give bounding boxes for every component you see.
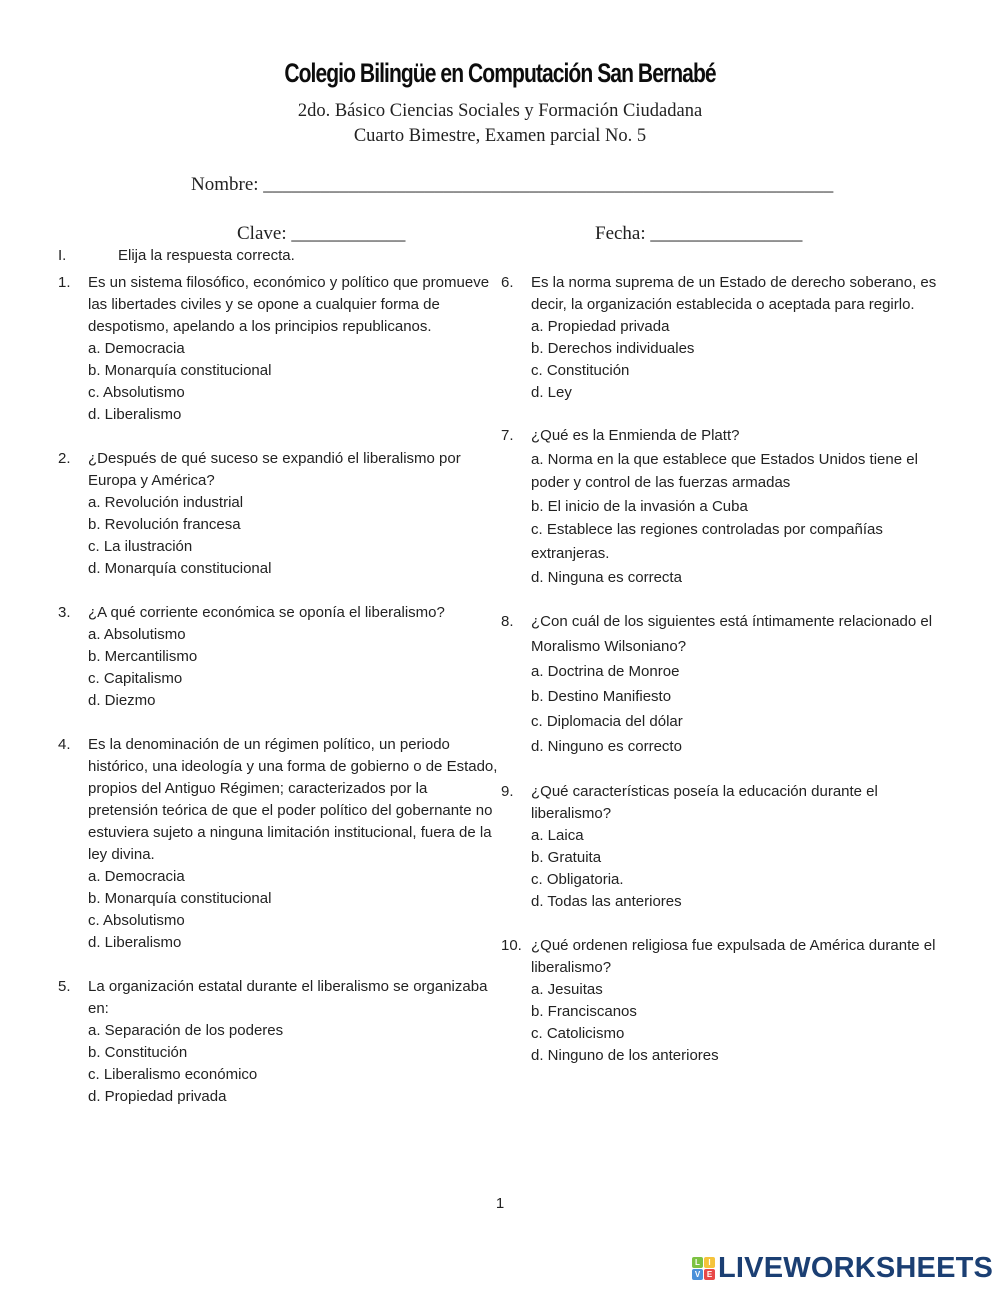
option-d[interactable]: d. Ninguna es correcta	[531, 568, 682, 586]
question-number: 3.	[58, 604, 71, 621]
logo-letter-v: V	[692, 1269, 703, 1280]
option-a[interactable]: a. Norma en la que establece que Estados Unidos tiene el poder y control de las fuerzas armadas	[531, 450, 918, 492]
option-d[interactable]: d. Liberalismo	[88, 934, 182, 951]
question-number: 9.	[501, 783, 514, 801]
nombre-blank[interactable]: ____________________________________________________________	[263, 174, 834, 195]
option-b[interactable]: b. Constitución	[88, 1044, 188, 1061]
question-3	[58, 602, 498, 712]
option-c[interactable]: c. Establece las regiones controladas por compañías extranjeras.	[531, 521, 883, 562]
question-6	[501, 272, 951, 404]
option-b[interactable]: b. Destino Manifiesto	[531, 688, 672, 706]
live-logo-icon	[692, 1257, 715, 1280]
right-column	[501, 272, 951, 1089]
option-c[interactable]: c. Capitalismo	[88, 670, 183, 687]
option-a[interactable]: a. Jesuitas	[531, 981, 603, 999]
question-7	[501, 424, 951, 589]
option-a[interactable]: a. Laica	[531, 827, 584, 845]
nombre-field[interactable]	[191, 174, 833, 196]
option-c[interactable]: c. Constitución	[531, 362, 630, 379]
question-number: 5.	[58, 978, 71, 995]
option-b[interactable]: b. Gratuita	[531, 849, 602, 867]
option-d[interactable]: d. Ninguno de los anteriores	[531, 1047, 719, 1065]
option-b[interactable]: b. Derechos individuales	[531, 340, 695, 357]
option-a[interactable]: a. Doctrina de Monroe	[531, 663, 680, 681]
section-heading	[58, 247, 295, 264]
question-text: Es la denominación de un régimen político, un periodo histórico, una ideología y una forma de gobierno o de Estado, propios del Antiguo Régimen; caracterizados por la pretensión teórica de que el poder político del gobernante no estuviera sujeto a ninguna limitación institucional, fuera de la ley divina.	[88, 736, 498, 863]
question-text: Es la norma suprema de un Estado de derecho soberano, es decir, la organización establecida o aceptada para regirlo.	[531, 274, 937, 313]
exam-subtitle: Cuarto Bimestre, Examen parcial No. 5	[353, 126, 647, 146]
clave-blank[interactable]: ____________	[291, 223, 406, 244]
question-text: ¿Qué es la Enmienda de Platt?	[531, 427, 740, 444]
clave-label: Clave:	[237, 223, 287, 244]
question-2	[58, 448, 498, 580]
left-column	[58, 272, 498, 1130]
course-subtitle: 2do. Básico Ciencias Sociales y Formación Ciudadana	[297, 101, 703, 121]
option-c[interactable]: c. Catolicismo	[531, 1025, 625, 1043]
fecha-label: Fecha:	[595, 223, 646, 244]
question-9	[501, 781, 951, 913]
fecha-blank[interactable]: ________________	[650, 223, 803, 244]
option-c[interactable]: c. Obligatoria.	[531, 871, 624, 889]
option-b[interactable]: b. Monarquía constitucional	[88, 362, 272, 379]
question-number: 6.	[501, 274, 514, 291]
option-a[interactable]: a. Separación de los poderes	[88, 1022, 284, 1039]
option-c[interactable]: c. Absolutismo	[88, 912, 185, 929]
logo-letter-e: E	[704, 1269, 715, 1280]
logo-letter-l: L	[692, 1257, 703, 1268]
option-b[interactable]: b. Monarquía constitucional	[88, 890, 272, 907]
question-1	[58, 272, 498, 426]
option-b[interactable]: b. Franciscanos	[531, 1003, 637, 1021]
option-a[interactable]: a. Propiedad privada	[531, 318, 670, 335]
option-c[interactable]: c. La ilustración	[88, 538, 193, 555]
school-title: Colegio Bilingüe en Computación San Bernabé	[284, 58, 716, 88]
option-c[interactable]: c. Liberalismo económico	[88, 1066, 258, 1083]
question-number: 2.	[58, 450, 71, 467]
liveworksheets-brand[interactable]	[692, 1252, 994, 1284]
question-text: ¿Qué características poseía la educación durante el liberalismo?	[531, 783, 878, 823]
question-5	[58, 976, 498, 1108]
option-d[interactable]: d. Monarquía constitucional	[88, 560, 272, 577]
option-c[interactable]: c. Diplomacia del dólar	[531, 713, 683, 731]
section-number: I.	[58, 247, 67, 264]
question-8	[501, 609, 951, 759]
option-b[interactable]: b. Revolución francesa	[88, 516, 241, 533]
brand-name: LIVEWORKSHEETS	[718, 1252, 994, 1284]
option-d[interactable]: d. Ninguno es correcto	[531, 738, 682, 756]
logo-letter-i: I	[704, 1257, 715, 1268]
option-b[interactable]: b. El inicio de la invasión a Cuba	[531, 497, 748, 515]
question-4	[58, 734, 498, 954]
option-a[interactable]: a. Revolución industrial	[88, 494, 244, 511]
option-d[interactable]: d. Diezmo	[88, 692, 156, 709]
option-a[interactable]: a. Democracia	[88, 340, 185, 357]
option-d[interactable]: d. Propiedad privada	[88, 1088, 227, 1105]
question-number: 10.	[501, 937, 522, 955]
question-text: ¿Con cuál de los siguientes está íntimamente relacionado el Moralismo Wilsoniano?	[531, 613, 933, 656]
section-instruction: Elija la respuesta correcta.	[118, 247, 295, 264]
page-number: 1	[495, 1195, 505, 1212]
option-d[interactable]: d. Liberalismo	[88, 406, 182, 423]
option-d[interactable]: d. Ley	[531, 384, 572, 401]
question-number: 7.	[501, 427, 514, 444]
question-text: La organización estatal durante el liberalismo se organizaba en:	[88, 978, 488, 1017]
question-text: ¿A qué corriente económica se oponía el liberalismo?	[88, 604, 445, 621]
option-c[interactable]: c. Absolutismo	[88, 384, 185, 401]
option-d[interactable]: d. Todas las anteriores	[531, 893, 682, 911]
option-b[interactable]: b. Mercantilismo	[88, 648, 198, 665]
nombre-label: Nombre:	[191, 174, 259, 195]
question-text: Es un sistema filosófico, económico y político que promueve las libertades civiles y se opone a cualquier forma de despotismo, apelando a los principios republicanos.	[88, 274, 490, 335]
question-10	[501, 935, 951, 1067]
question-text: ¿Qué ordenen religiosa fue expulsada de América durante el liberalismo?	[531, 937, 936, 977]
option-a[interactable]: a. Absolutismo	[88, 626, 186, 643]
question-number: 4.	[58, 736, 71, 753]
question-text: ¿Después de qué suceso se expandió el liberalismo por Europa y América?	[88, 450, 461, 489]
question-number: 8.	[501, 613, 514, 631]
fecha-field[interactable]	[595, 223, 802, 245]
question-number: 1.	[58, 274, 71, 291]
option-a[interactable]: a. Democracia	[88, 868, 185, 885]
clave-field[interactable]	[237, 223, 405, 245]
